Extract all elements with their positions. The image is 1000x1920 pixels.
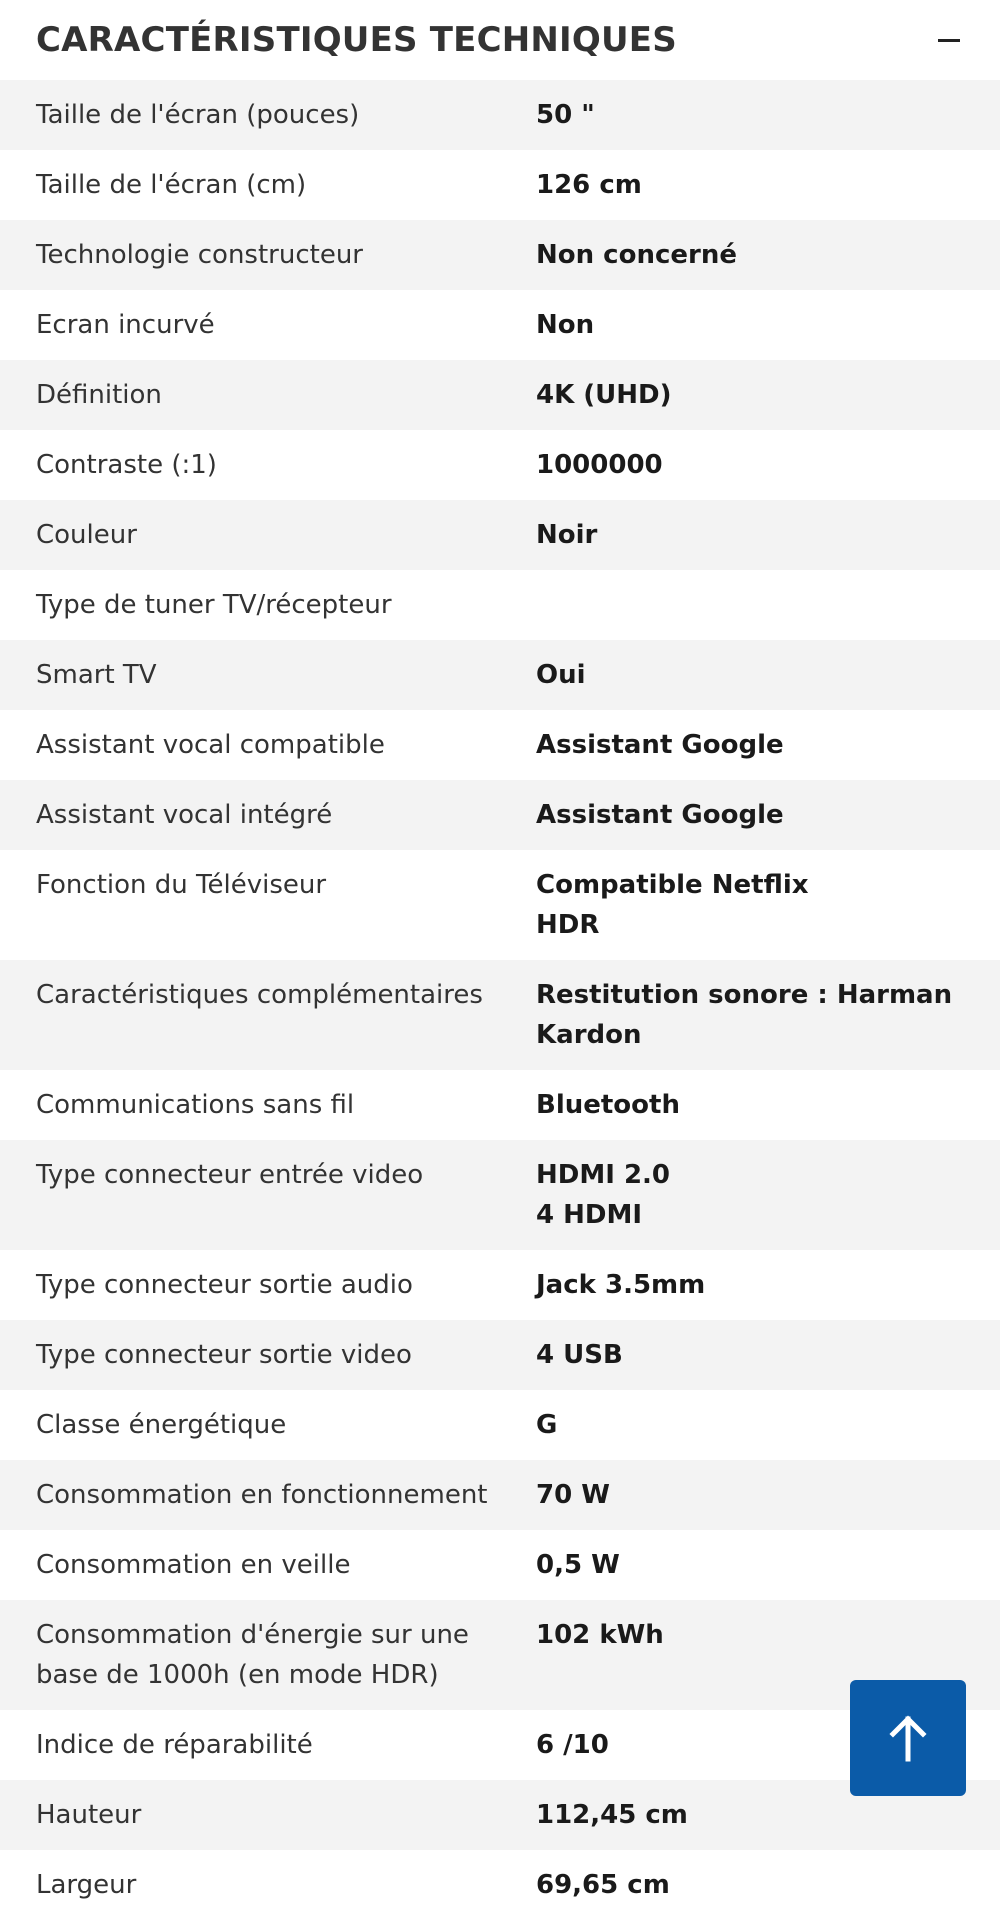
spec-value bbox=[536, 1475, 964, 1515]
spec-value-line: Noir bbox=[536, 520, 598, 550]
spec-value bbox=[536, 1545, 964, 1585]
spec-value bbox=[536, 1405, 964, 1445]
spec-label: Classe énergétique bbox=[36, 1410, 287, 1440]
spec-label: Caractéristiques complémentaires bbox=[36, 980, 483, 1010]
spec-value bbox=[536, 795, 964, 835]
spec-row bbox=[0, 80, 1000, 150]
specs-table bbox=[0, 80, 1000, 1920]
spec-label: Communications sans fil bbox=[36, 1090, 355, 1120]
spec-label: Taille de l'écran (pouces) bbox=[36, 100, 360, 130]
spec-row bbox=[0, 1460, 1000, 1530]
spec-value-line: 1000000 bbox=[536, 450, 663, 480]
spec-row bbox=[0, 960, 1000, 1070]
spec-label: Largeur bbox=[36, 1870, 137, 1900]
spec-value-line: 4K (UHD) bbox=[536, 380, 672, 410]
section-header[interactable] bbox=[0, 0, 1000, 80]
spec-label: Smart TV bbox=[36, 660, 157, 690]
spec-value-line: Restitution sonore : Harman Kardon bbox=[536, 980, 953, 1050]
spec-value-line: 112,45 cm bbox=[536, 1800, 688, 1830]
spec-value bbox=[536, 1335, 964, 1375]
spec-value-line: 4 USB bbox=[536, 1340, 623, 1370]
spec-value bbox=[536, 515, 964, 555]
spec-value bbox=[536, 1615, 964, 1655]
spec-label: Assistant vocal intégré bbox=[36, 800, 333, 830]
spec-row bbox=[0, 1530, 1000, 1600]
spec-value bbox=[536, 445, 964, 485]
spec-label: Consommation en veille bbox=[36, 1550, 351, 1580]
spec-value bbox=[536, 725, 964, 765]
minus-icon bbox=[938, 39, 960, 42]
spec-row bbox=[0, 1250, 1000, 1320]
section-title: CARACTÉRISTIQUES TECHNIQUES bbox=[36, 20, 677, 60]
spec-label: Ecran incurvé bbox=[36, 310, 215, 340]
spec-label: Type de tuner TV/récepteur bbox=[36, 590, 392, 620]
spec-row bbox=[0, 850, 1000, 960]
scroll-to-top-button[interactable] bbox=[850, 1680, 966, 1796]
spec-row bbox=[0, 360, 1000, 430]
spec-value-line: 0,5 W bbox=[536, 1550, 620, 1580]
spec-value-line: Assistant Google bbox=[536, 730, 784, 760]
spec-value bbox=[536, 1865, 964, 1905]
spec-value bbox=[536, 655, 964, 695]
spec-value-line: 69,65 cm bbox=[536, 1870, 670, 1900]
spec-label: Assistant vocal compatible bbox=[36, 730, 385, 760]
spec-value bbox=[536, 1795, 964, 1835]
spec-value bbox=[536, 1085, 964, 1125]
spec-label: Type connecteur sortie audio bbox=[36, 1270, 413, 1300]
spec-row bbox=[0, 220, 1000, 290]
spec-value-line: HDR bbox=[536, 910, 600, 940]
spec-value-line: 50 " bbox=[536, 100, 595, 130]
spec-row bbox=[0, 150, 1000, 220]
spec-label: Taille de l'écran (cm) bbox=[36, 170, 307, 200]
arrow-up-icon bbox=[883, 1713, 933, 1763]
spec-label: Consommation en fonctionnement bbox=[36, 1480, 488, 1510]
spec-row bbox=[0, 1850, 1000, 1920]
spec-value-line: Bluetooth bbox=[536, 1090, 680, 1120]
spec-label: Contraste (:1) bbox=[36, 450, 217, 480]
spec-label: Indice de réparabilité bbox=[36, 1730, 313, 1760]
spec-value-line: 126 cm bbox=[536, 170, 642, 200]
spec-value bbox=[536, 375, 964, 415]
spec-value bbox=[536, 1155, 964, 1235]
spec-value bbox=[536, 235, 964, 275]
spec-value bbox=[536, 165, 964, 205]
spec-value-line: Assistant Google bbox=[536, 800, 784, 830]
spec-label: Type connecteur entrée video bbox=[36, 1160, 424, 1190]
spec-label: Consommation d'énergie sur une base de 1000h (en mode HDR) bbox=[36, 1620, 469, 1690]
spec-value-line: 102 kWh bbox=[536, 1620, 664, 1650]
spec-value bbox=[536, 865, 964, 945]
spec-row bbox=[0, 710, 1000, 780]
spec-value bbox=[536, 1265, 964, 1305]
spec-label: Couleur bbox=[36, 520, 137, 550]
spec-value-line: G bbox=[536, 1410, 558, 1440]
spec-value-line: Compatible Netflix bbox=[536, 870, 809, 900]
spec-row bbox=[0, 290, 1000, 360]
spec-row bbox=[0, 1070, 1000, 1140]
spec-value bbox=[536, 975, 964, 1055]
spec-row bbox=[0, 1390, 1000, 1460]
spec-row bbox=[0, 430, 1000, 500]
spec-value-line: Oui bbox=[536, 660, 586, 690]
spec-label: Définition bbox=[36, 380, 162, 410]
spec-row bbox=[0, 780, 1000, 850]
spec-value-line: Non concerné bbox=[536, 240, 737, 270]
spec-value-line: Jack 3.5mm bbox=[536, 1270, 706, 1300]
spec-value-line: 70 W bbox=[536, 1480, 610, 1510]
spec-label: Type connecteur sortie video bbox=[36, 1340, 412, 1370]
spec-label: Technologie constructeur bbox=[36, 240, 363, 270]
collapse-button[interactable] bbox=[934, 25, 964, 55]
spec-label: Hauteur bbox=[36, 1800, 142, 1830]
spec-row bbox=[0, 500, 1000, 570]
spec-value-line: Non bbox=[536, 310, 595, 340]
spec-value-line: 4 HDMI bbox=[536, 1200, 643, 1230]
spec-label: Fonction du Téléviseur bbox=[36, 870, 327, 900]
spec-row bbox=[0, 1140, 1000, 1250]
spec-row bbox=[0, 570, 1000, 640]
spec-value bbox=[536, 95, 964, 135]
spec-row bbox=[0, 1320, 1000, 1390]
spec-value bbox=[536, 305, 964, 345]
spec-value-line: HDMI 2.0 bbox=[536, 1160, 670, 1190]
spec-row bbox=[0, 640, 1000, 710]
spec-value-line: 6 /10 bbox=[536, 1730, 609, 1760]
